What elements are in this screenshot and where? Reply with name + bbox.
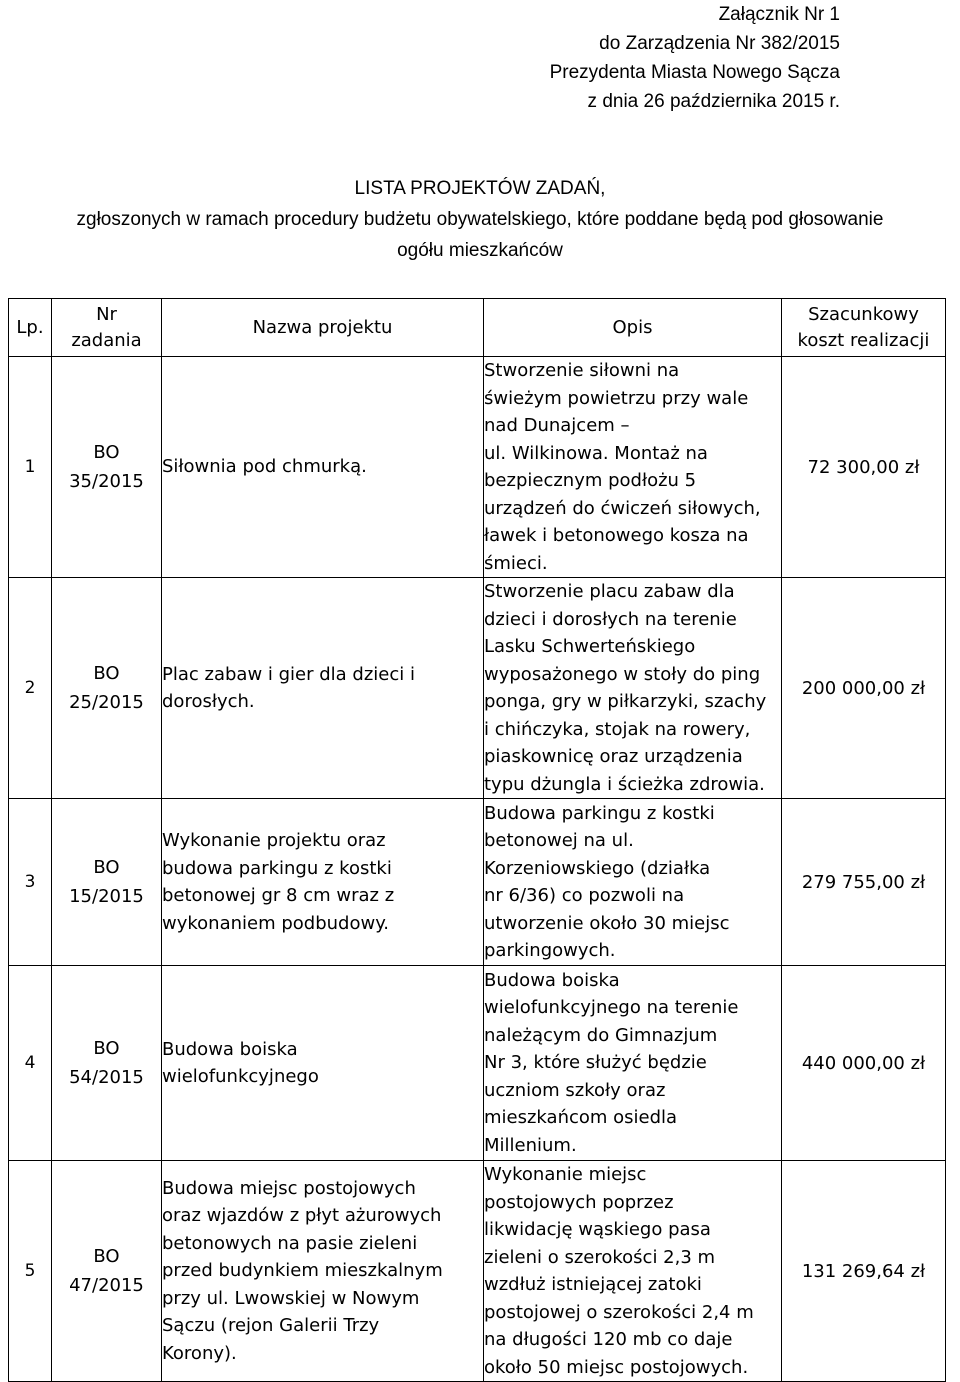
row-description: Stworzenie placu zabaw dla dzieci i dorosłych na terenie Lasku Schwerteńskiego wyposażonego w stoły do ping ponga, gry w piłkarzyki, szachy i chińczyka, stojak na rowery, piaskownicę oraz urządzenia typu dżungla i ścieżka zdrowia. [484, 578, 782, 799]
row-lp: 1 [9, 357, 52, 578]
annex-line-3: Prezydenta Miasta Nowego Sącza [549, 62, 840, 83]
row-project-name: Budowa miejsc postojowych oraz wjazdów z płyt ażurowych betonowych na pasie zieleni przed budynkiem mieszkalnym przy ul. Lwowskiej w Nowym Sączu (rejon Galerii Trzy Korony). [162, 1161, 484, 1382]
row-nr-zadania: BO 47/2015 [52, 1161, 162, 1382]
header-nr-zadania: Nr zadania [52, 299, 162, 357]
row-lp: 2 [9, 578, 52, 799]
table-header-row [9, 299, 946, 357]
row-lp: 3 [9, 799, 52, 966]
row-cost: 200 000,00 zł [782, 578, 946, 799]
annex-line-4: z dnia 26 października 2015 r. [587, 91, 840, 112]
row-project-name: Plac zabaw i gier dla dzieci i dorosłych. [162, 578, 484, 799]
row-nr-zadania: BO 15/2015 [52, 799, 162, 966]
row-description: Budowa boiska wielofunkcyjnego na terenie należącym do Gimnazjum Nr 3, które służyć będzie uczniom szkoły oraz mieszkańcom osiedla Millenium. [484, 966, 782, 1161]
row-description: Budowa parkingu z kostki betonowej na ul. Korzeniowskiego (działka nr 6/36) co pozwoli na utworzenie około 30 miejsc parkingowych. [484, 799, 782, 966]
header-nazwa-projektu: Nazwa projektu [162, 299, 484, 357]
row-nr-zadania: BO 35/2015 [52, 357, 162, 578]
projects-table [8, 298, 946, 1382]
title-line-3: ogółu mieszkańców [397, 240, 563, 261]
title-line-2: zgłoszonych w ramach procedury budżetu obywatelskiego, które poddane będą pod głosowanie [76, 209, 884, 230]
row-lp: 4 [9, 966, 52, 1161]
table-row [9, 966, 946, 1161]
row-nr-zadania: BO 25/2015 [52, 578, 162, 799]
row-nr-zadania: BO 54/2015 [52, 966, 162, 1161]
row-cost: 440 000,00 zł [782, 966, 946, 1161]
row-lp: 5 [9, 1161, 52, 1382]
annex-line-1: Załącznik Nr 1 [718, 4, 840, 25]
document-title [0, 173, 960, 266]
row-cost: 72 300,00 zł [782, 357, 946, 578]
header-lp: Lp. [9, 299, 52, 357]
row-project-name: Wykonanie projektu oraz budowa parkingu z kostki betonowej gr 8 cm wraz z wykonaniem podbudowy. [162, 799, 484, 966]
annex-header [440, 0, 840, 116]
table-row [9, 799, 946, 966]
title-line-1: LISTA PROJEKTÓW ZADAŃ, [354, 178, 606, 199]
table-row [9, 1161, 946, 1382]
annex-line-2: do Zarządzenia Nr 382/2015 [599, 33, 840, 54]
row-cost: 279 755,00 zł [782, 799, 946, 966]
row-project-name: Siłownia pod chmurką. [162, 357, 484, 578]
row-description: Wykonanie miejsc postojowych poprzez likwidację wąskiego pasa zieleni o szerokości 2,3 m wzdłuż istniejącej zatoki postojowej o szerokości 2,4 m na długości 120 mb co daje około 50 miejsc postojowych. [484, 1161, 782, 1382]
header-opis: Opis [484, 299, 782, 357]
table-row [9, 357, 946, 578]
row-description: Stworzenie siłowni na świeżym powietrzu przy wale nad Dunajcem – ul. Wilkinowa. Montaż na bezpiecznym podłożu 5 urządzeń do ćwiczeń siłowych, ławek i betonowego kosza na śmieci. [484, 357, 782, 578]
row-cost: 131 269,64 zł [782, 1161, 946, 1382]
header-koszt: Szacunkowy koszt realizacji [782, 299, 946, 357]
table-row [9, 578, 946, 799]
row-project-name: Budowa boiska wielofunkcyjnego [162, 966, 484, 1161]
